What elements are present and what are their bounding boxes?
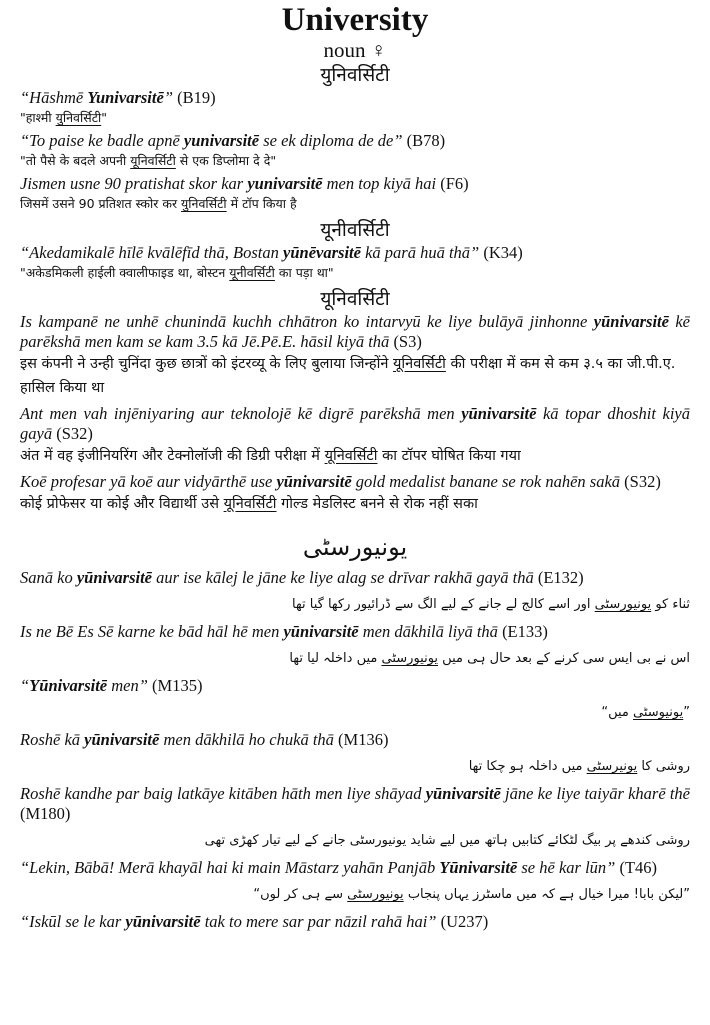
- example: [20, 174, 690, 213]
- native-keyword: یونیورسٹی: [381, 651, 439, 666]
- text: Roshē kandhe par baig latkāye kitāben hāth men liye shāyad: [20, 784, 426, 803]
- keyword: Yunivarsitē: [87, 88, 164, 107]
- text: "हाश्मी: [20, 110, 56, 125]
- native-keyword: यूनिवर्सिटी: [130, 153, 176, 168]
- romanized-sentence: [20, 912, 690, 932]
- keyword: yūnivarsitē: [425, 784, 501, 803]
- romanized-sentence: [20, 312, 690, 352]
- text: gold medalist banane se rok nahēn sakā: [351, 472, 625, 491]
- example: [20, 622, 690, 670]
- text: की परीक्षा में कम से कम ३.५ का जी.पी.ए. हासिल किया था: [20, 356, 676, 396]
- text: men dākhilā ho chukā thā: [159, 730, 339, 749]
- text: “Iskūl se le kar: [20, 912, 126, 931]
- native-sentence: [20, 352, 690, 400]
- text: میں“: [601, 705, 633, 720]
- romanized-sentence: [20, 88, 690, 108]
- dictionary-entry: [0, 2, 710, 932]
- example: [20, 404, 690, 468]
- keyword: yunivarsitē: [247, 174, 323, 193]
- text: का पड़ा था": [274, 265, 334, 280]
- source-reference: (E132): [537, 568, 584, 587]
- text: se ek diploma de de”: [259, 131, 407, 150]
- romanized-sentence: [20, 174, 690, 194]
- keyword: yūnivarsitē: [125, 912, 201, 931]
- text: جانے کے لیے تیار کھڑی تھی: [204, 833, 350, 848]
- romanized-sentence: [20, 784, 690, 824]
- native-sentence: [20, 702, 690, 724]
- keyword: yūnivarsitē: [84, 730, 160, 749]
- section-heading: यूनीवर्सिटी: [320, 219, 390, 241]
- keyword: yunivarsitē: [183, 131, 260, 150]
- example: [20, 858, 690, 906]
- text: Roshē kā: [20, 730, 85, 749]
- text: روشی کا: [637, 759, 690, 774]
- text: اس نے بی ایس سی کرنے کے بعد حال ہی میں: [438, 651, 690, 666]
- section-heading: یونیورسٹی: [302, 533, 408, 561]
- native-sentence: [20, 108, 690, 127]
- example: [20, 912, 690, 932]
- native-keyword: یونیورسٹی: [347, 887, 404, 902]
- text: इस कंपनी ने उन्ही चुनिंदा कुछ छात्रों को इंटरव्यू के लिए बुलाया जिन्होंने: [20, 356, 393, 372]
- native-sentence: [20, 444, 690, 468]
- text: kē parēkshā men kam se kam 3.5 kā Jē.Pē.E. hāsil kiyā thā: [20, 312, 690, 351]
- example: [20, 88, 690, 127]
- text: ”لیکن بابا! میرا خیال ہے کہ میں ماسٹرز یہاں پنجاب: [403, 887, 690, 902]
- keyword: yūnivarsitē: [283, 622, 359, 641]
- native-sentence: [20, 756, 690, 778]
- text: ”: [683, 705, 690, 720]
- keyword: yūnivarsitē: [593, 312, 669, 331]
- text: ": [101, 110, 107, 125]
- romanized-sentence: [20, 472, 690, 492]
- native-keyword: यूनिवर्सिटी: [223, 496, 277, 512]
- source-reference: (S3): [393, 332, 422, 351]
- native-keyword: یونیرسٹی: [586, 759, 638, 774]
- native-sentence: [20, 492, 690, 516]
- text: Ant men vah injēniyaring aur teknolojē kē digrē parēkshā men: [20, 404, 462, 423]
- native-sentence: [20, 151, 690, 170]
- native-keyword: यूनीवर्सिटी: [229, 265, 275, 280]
- text: men”: [107, 676, 153, 695]
- text: Is kampanē ne unhē chunindā kuchh chhātron ko intarvyū ke liye bulāyā jinhonne: [20, 312, 594, 331]
- romanized-sentence: [20, 243, 690, 263]
- source-reference: (F6): [440, 174, 469, 193]
- romanized-sentence: [20, 568, 690, 588]
- text: "तो पैसे के बदले अपनी: [20, 153, 131, 168]
- source-reference: (B78): [406, 131, 446, 150]
- keyword: yūnivarsitē: [276, 472, 352, 491]
- spelling-section: [20, 286, 690, 516]
- text: kā topar dhoshit kiyā gayā: [20, 404, 691, 443]
- spelling-section: [20, 62, 690, 213]
- spelling-section: [20, 530, 690, 932]
- text: “: [20, 676, 30, 695]
- text: "अकेडमिकली हाईली क्वालीफाइड था, बोस्टन: [20, 265, 230, 280]
- keyword: Yūnivarsitē: [439, 858, 518, 877]
- text: Koē profesar yā koē aur vidyārthē use: [20, 472, 277, 491]
- native-keyword: یونیورسٹی: [594, 597, 652, 612]
- native-sentence: [20, 263, 690, 282]
- text: “Hāshmē: [20, 88, 88, 107]
- text: का टॉपर घोषित किया गया: [377, 448, 521, 464]
- text: میں داخلہ لیا تھا: [289, 651, 382, 666]
- source-reference: (S32): [624, 472, 661, 491]
- example: [20, 131, 690, 170]
- example: [20, 243, 690, 282]
- section-heading: यूनिवर्सिटी: [320, 288, 390, 310]
- example: [20, 730, 690, 778]
- female-sign-icon: ♀: [370, 38, 387, 62]
- text: اور اسے کالج لے جانے کے لیے الگ سے ڈرائیور رکھا گیا تھا: [292, 597, 595, 612]
- source-reference: (B19): [177, 88, 216, 107]
- text: jāne ke liye taiyār kharē thē: [500, 784, 690, 803]
- keyword: Yūnivarsitē: [29, 676, 108, 695]
- keyword: yūnivarsitē: [76, 568, 152, 587]
- romanized-sentence: [20, 676, 690, 696]
- native-sentence: [20, 648, 690, 670]
- text: “To paise ke badle apnē: [20, 131, 184, 150]
- text: अंत में वह इंजीनियरिंग और टेक्नोलॉजी की डिग्री परीक्षा में: [20, 448, 325, 464]
- headword: University: [281, 2, 429, 38]
- text: में टॉप किया है: [226, 196, 297, 211]
- text: men top kiyā hai: [322, 174, 441, 193]
- text: Sanā ko: [20, 568, 77, 587]
- text: روشی کندھے پر بیگ لٹکائے کتابیں ہاتھ میں لیے شاید: [406, 833, 690, 848]
- section-heading: युनिवर्सिटी: [320, 64, 390, 86]
- keyword: yūnivarsitē: [461, 404, 537, 423]
- native-keyword: یونیوسٹی: [633, 705, 684, 720]
- romanized-sentence: [20, 404, 690, 444]
- example: [20, 676, 690, 724]
- source-reference: (M135): [152, 676, 203, 695]
- keyword: yūnēvarsitē: [283, 243, 361, 262]
- part-of-speech-line: [20, 38, 690, 62]
- romanized-sentence: [20, 858, 690, 878]
- example: [20, 568, 690, 616]
- source-reference: (M136): [338, 730, 389, 749]
- example: [20, 784, 690, 852]
- text: जिसमें उसने 90 प्रतिशत स्कोर कर: [20, 196, 182, 211]
- text: aur ise kālej le jāne ke liye alag se drīvar rakhā gayā thā: [152, 568, 538, 587]
- native-keyword: यूनिवर्सिटी: [324, 448, 378, 464]
- text: se hē kar lūn”: [517, 858, 620, 877]
- native-sentence: [20, 194, 690, 213]
- text: ”: [163, 88, 178, 107]
- example: [20, 312, 690, 400]
- source-reference: (M180): [20, 804, 71, 823]
- native-keyword: یونیورسٹی: [349, 833, 407, 848]
- native-sentence: [20, 594, 690, 616]
- spelling-section: [20, 217, 690, 282]
- source-reference: (K34): [483, 243, 523, 262]
- text: Is ne Bē Es Sē karne ke bād hāl hē men: [20, 622, 284, 641]
- text: kā parā huā thā”: [360, 243, 484, 262]
- source-reference: (T46): [619, 858, 658, 877]
- text: ثناء کو: [651, 597, 690, 612]
- native-sentence: [20, 884, 690, 906]
- text: “Lekin, Bābā! Merā khayāl hai ki main Māstarz yahān Panjāb: [20, 858, 440, 877]
- romanized-sentence: [20, 622, 690, 642]
- text: men dākhilā liyā thā: [358, 622, 503, 641]
- native-keyword: युनिवर्सिटी: [55, 110, 102, 125]
- text: tak to mere sar par nāzil rahā hai”: [200, 912, 441, 931]
- romanized-sentence: [20, 730, 690, 750]
- text: से एक डिप्लोमा दे दे": [175, 153, 277, 168]
- source-reference: (S32): [56, 424, 93, 443]
- text: कोई प्रोफेसर या कोई और विद्यार्थी उसे: [20, 496, 224, 512]
- text: سے ہی کر لوں“: [253, 887, 348, 902]
- source-reference: (U237): [440, 912, 489, 931]
- text: “Akedamikalē hīlē kvālēfīd thā, Bostan: [20, 243, 284, 262]
- text: میں داخلہ ہو چکا تھا: [468, 759, 587, 774]
- text: गोल्ड मेडलिस्ट बनने से रोक नहीं सका: [276, 496, 478, 512]
- romanized-sentence: [20, 131, 690, 151]
- native-keyword: यूनिवर्सिटी: [393, 356, 446, 372]
- native-sentence: [20, 830, 690, 852]
- part-of-speech: noun: [323, 38, 366, 62]
- source-reference: (E133): [502, 622, 548, 641]
- text: Jismen usne 90 pratishat skor kar: [20, 174, 248, 193]
- native-keyword: युनिवर्सिटी: [181, 196, 227, 211]
- example: [20, 472, 690, 516]
